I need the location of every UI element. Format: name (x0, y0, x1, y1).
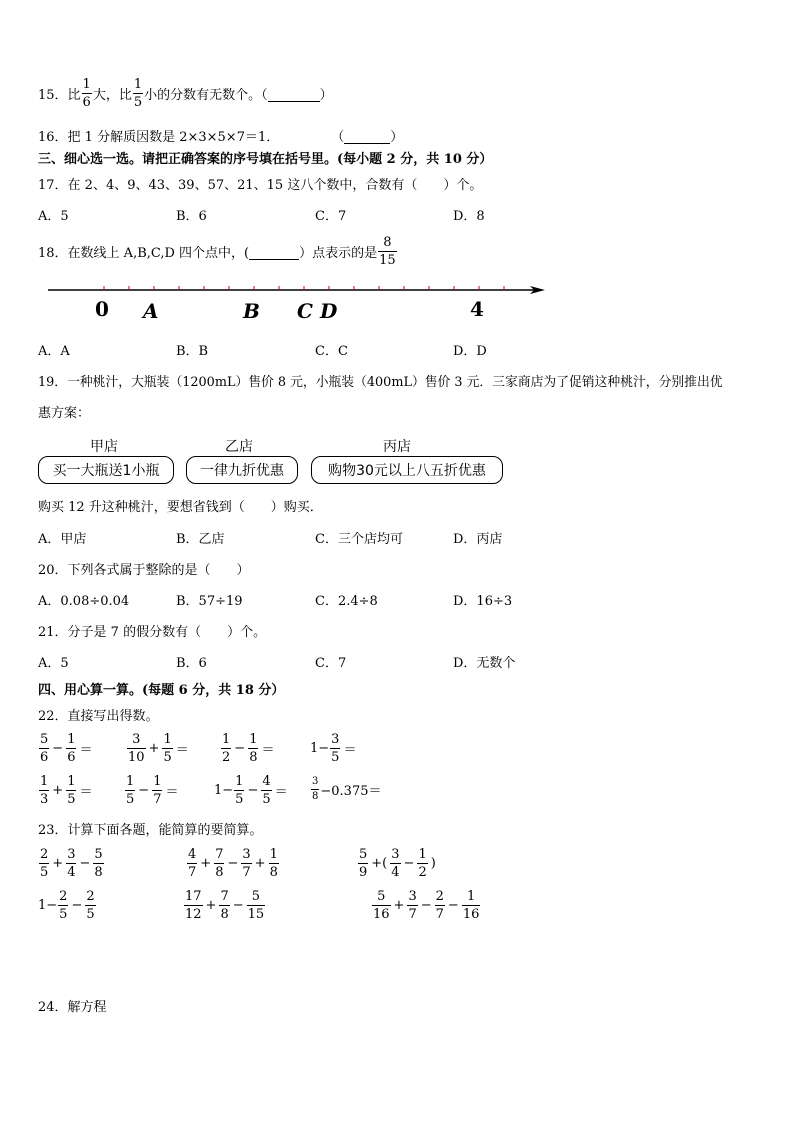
operator: + (52, 783, 64, 798)
question-17: 17．在 2、4、9、43、39、57、21、15 这八个数中，合数有（ ）个。 (38, 178, 483, 193)
q22-expr-5 (38, 775, 94, 806)
denominator: 5 (126, 792, 135, 807)
numerator: 4 (188, 847, 197, 862)
denominator: 8 (249, 750, 258, 765)
fraction (39, 848, 49, 879)
denominator: 5 (262, 792, 271, 807)
operator: ＝ (274, 785, 288, 800)
operator: ＝ (261, 743, 275, 758)
operator: − (232, 898, 244, 913)
denominator: 4 (391, 865, 400, 880)
q18-option-b[interactable]: B．B (176, 344, 209, 359)
operator: − (52, 741, 64, 756)
denominator: 7 (408, 907, 417, 922)
operator: ＝ (79, 785, 93, 800)
fraction (234, 775, 244, 806)
fraction (417, 848, 427, 879)
fraction (125, 775, 135, 806)
denominator: 16 (373, 907, 390, 922)
number-line-label-4: 4 (470, 297, 484, 321)
q20-option-c[interactable]: C．2.4÷8 (315, 594, 378, 609)
numerator: 2 (40, 847, 49, 862)
denominator: 8 (94, 865, 103, 880)
numerator: 2 (86, 889, 95, 904)
denominator: 7 (188, 865, 197, 880)
number-line-label-d: D (320, 299, 338, 323)
numerator: 5 (359, 847, 368, 862)
answer-blank[interactable] (268, 86, 320, 102)
operator: − (247, 783, 259, 798)
denominator: 8 (269, 865, 278, 880)
operator: +( (371, 856, 388, 871)
q22-expr-2 (126, 733, 191, 764)
operator: ) (430, 856, 436, 871)
numerator: 5 (40, 732, 49, 747)
q23-expr-2 (186, 848, 280, 879)
operator: ＝ (79, 743, 93, 758)
q23-expr-3 (357, 848, 438, 879)
fraction (358, 848, 368, 879)
q15-close: ） (319, 88, 333, 103)
q17-option-d[interactable]: D．8 (453, 209, 485, 224)
question-20: 20．下列各式属于整除的是（ ） (38, 563, 250, 578)
operator: − (447, 898, 459, 913)
question-19-line2: 惠方案： (38, 406, 91, 421)
numerator: 7 (220, 889, 229, 904)
fraction (407, 890, 417, 921)
q19-option-a[interactable]: A．甲店 (38, 532, 87, 547)
q17-option-a[interactable]: A．5 (38, 209, 69, 224)
denominator: 16 (462, 907, 480, 922)
q22-expr-8 (310, 777, 381, 802)
question-19-line1: 19．一种桃汁，大瓶装（1200mL）售价 8 元，小瓶装（400mL）售价 3 元．三家商店为了促销这种桃汁，分别推出优 (38, 375, 723, 390)
store-name-bing: 丙店 (383, 439, 411, 455)
q22-expr-1 (38, 733, 94, 764)
numerator: 3 (242, 847, 251, 862)
numerator: 2 (435, 889, 444, 904)
denominator: 5 (59, 907, 68, 922)
q17-option-b[interactable]: B．6 (176, 209, 207, 224)
denominator: 5 (331, 750, 340, 765)
q18-mid: ）点表示的是 (299, 246, 378, 261)
q23-expr-1 (38, 848, 105, 879)
denominator: 15 (247, 907, 265, 922)
numerator: 3 (67, 847, 76, 862)
operator: − (79, 856, 91, 871)
q16-text: 16．把 1 分解质因数是 2×3×5×7＝1． (38, 130, 280, 145)
q16-close: ） (390, 130, 404, 145)
denominator: 5 (235, 792, 244, 807)
question-21: 21．分子是 7 的假分数有（ ）个。 (38, 625, 267, 640)
q22-expr-3 (220, 733, 276, 764)
q22-expr-4 (310, 733, 358, 764)
numerator: 1 (126, 774, 135, 789)
numerator: 1 (163, 732, 172, 747)
denominator: 8 (220, 907, 229, 922)
fraction (66, 848, 76, 879)
q20-option-a[interactable]: A．0.08÷0.04 (38, 594, 130, 609)
operator: + (148, 741, 160, 756)
q23-expr-6 (371, 890, 481, 921)
operator: − (227, 856, 239, 871)
denominator: 2 (418, 865, 427, 880)
fraction (435, 890, 445, 921)
fraction-1-5: $\frac{1}{5}$ (133, 77, 143, 110)
fraction (39, 775, 49, 806)
section-4-heading: 四、用心算一算。(每题 6 分，共 18 分） (38, 683, 285, 698)
fraction (66, 733, 76, 764)
q18-option-a[interactable]: A．A (38, 344, 70, 359)
q21-option-d[interactable]: D．无数个 (453, 656, 516, 671)
numerator: 5 (251, 889, 261, 904)
answer-blank[interactable] (344, 128, 390, 144)
q15-tail: 小的分数有无数个。（ (144, 88, 268, 103)
operator: ＝ (175, 743, 189, 758)
denominator: 4 (67, 865, 76, 880)
q16-open: （ (331, 130, 345, 145)
numerator: 5 (94, 847, 103, 862)
operator: − (71, 898, 83, 913)
denominator: 7 (242, 865, 251, 880)
math-text: −0.375＝ (320, 784, 382, 799)
q20-option-d[interactable]: D．16÷3 (453, 594, 513, 609)
operator: − (138, 783, 150, 798)
numerator: 1 (67, 774, 76, 789)
fraction (390, 848, 400, 879)
numerator: 1 (418, 847, 427, 862)
fraction (261, 775, 271, 806)
numerator: 1 (235, 774, 244, 789)
fraction (39, 733, 49, 764)
q17-option-c[interactable]: C．7 (315, 209, 347, 224)
number-line-label-c: C (297, 299, 313, 323)
numerator: 3 (331, 732, 340, 747)
q18-option-c[interactable]: C．C (315, 344, 348, 359)
denominator: 7 (153, 792, 162, 807)
fraction (66, 775, 76, 806)
numerator: 1 (40, 774, 49, 789)
fraction (93, 848, 103, 879)
math-text: 1− (214, 783, 234, 798)
fraction (269, 848, 279, 879)
fraction (85, 890, 95, 921)
fraction (372, 890, 391, 921)
operator: + (254, 856, 266, 871)
fraction-8-15: $\frac{8}{15}$ (379, 235, 396, 268)
number-line-label-0: 0 (95, 297, 109, 321)
q22-expr-6 (124, 775, 180, 806)
section-3-heading: 三、细心选一选。请把正确答案的序号填在括号里。(每小题 2 分，共 10 分） (38, 152, 493, 167)
q20-option-b[interactable]: B．57÷19 (176, 594, 243, 609)
fraction (152, 775, 162, 806)
denominator: 2 (222, 750, 231, 765)
math-text: 1− (310, 741, 330, 756)
q21-option-c[interactable]: C．7 (315, 656, 347, 671)
fraction (462, 890, 481, 921)
numerator: 2 (59, 889, 68, 904)
denominator: 5 (163, 750, 172, 765)
numerator: 3 (312, 776, 319, 787)
denominator: 5 (86, 907, 95, 922)
numerator: 4 (262, 774, 271, 789)
question-24: 24．解方程 (38, 1000, 107, 1015)
operator: + (205, 898, 217, 913)
operator: − (420, 898, 432, 913)
q18-option-d[interactable]: D．D (453, 344, 487, 359)
numerator: 7 (215, 847, 224, 862)
question-15 (38, 78, 333, 109)
operator: ＝ (165, 785, 179, 800)
q15-number: 15．比 (38, 88, 81, 103)
question-18 (38, 236, 398, 267)
q15-mid: 大，比 (92, 88, 132, 103)
fraction (311, 777, 319, 802)
operator: ＝ (343, 743, 357, 758)
fraction (127, 733, 146, 764)
q23-expr-4 (38, 890, 97, 921)
store-offer-bing: 购物30元以上八五折优惠 (311, 456, 503, 484)
store-offer-yi: 一律九折优惠 (186, 456, 298, 484)
q19-ask: 购买 12 升这种桃汁，要想省钱到（ ）购买． (38, 500, 323, 515)
fraction (219, 890, 229, 921)
denominator: 10 (128, 750, 145, 765)
q19-option-c[interactable]: C．三个店均可 (315, 532, 403, 547)
q22-expr-7 (214, 775, 290, 806)
operator: + (52, 856, 64, 871)
store-offer-jia: 买一大瓶送1小瓶 (38, 456, 174, 484)
question-23: 23．计算下面各题，能简算的要简算。 (38, 823, 263, 838)
question-16 (38, 126, 403, 145)
denominator: 9 (359, 865, 368, 880)
operator: − (234, 741, 246, 756)
numerator: 3 (132, 732, 141, 747)
denominator: 5 (40, 865, 49, 880)
store-name-jia: 甲店 (90, 439, 118, 455)
numerator: 17 (185, 889, 202, 904)
fraction (248, 733, 258, 764)
denominator: 7 (435, 907, 444, 922)
math-text: 1− (38, 898, 58, 913)
denominator: 5 (67, 792, 76, 807)
denominator: 8 (215, 865, 224, 880)
fraction (184, 890, 203, 921)
number-line-label-a: A (143, 299, 159, 323)
numerator: 1 (153, 774, 162, 789)
fraction (221, 733, 231, 764)
fraction (330, 733, 340, 764)
numerator: 1 (249, 732, 258, 747)
denominator: 6 (40, 750, 49, 765)
q19-option-b[interactable]: B．乙店 (176, 532, 225, 547)
fraction (241, 848, 251, 879)
denominator: 3 (40, 792, 49, 807)
numerator: 3 (408, 889, 417, 904)
fraction (187, 848, 197, 879)
denominator: 6 (67, 750, 76, 765)
fraction (214, 848, 224, 879)
operator: − (403, 856, 415, 871)
number-line-label-b: B (243, 299, 260, 323)
denominator: 12 (185, 907, 202, 922)
store-name-yi: 乙店 (225, 439, 253, 455)
operator: + (393, 898, 405, 913)
q18-pre: 18．在数线上 A,B,C,D 四个点中，( (38, 246, 250, 261)
numerator: 5 (377, 889, 386, 904)
q19-option-d[interactable]: D．丙店 (453, 532, 503, 547)
fraction-1-6: $\frac{1}{6}$ (82, 77, 91, 110)
operator: + (200, 856, 212, 871)
numerator: 1 (466, 889, 476, 904)
q21-option-b[interactable]: B．6 (176, 656, 207, 671)
q21-option-a[interactable]: A．5 (38, 656, 69, 671)
numerator: 3 (391, 847, 400, 862)
fraction (247, 890, 266, 921)
numerator: 1 (222, 732, 231, 747)
numerator: 1 (269, 847, 278, 862)
fraction (162, 733, 172, 764)
q23-expr-5 (183, 890, 266, 921)
fraction (58, 890, 68, 921)
answer-blank[interactable] (249, 244, 299, 260)
numerator: 1 (67, 732, 76, 747)
question-22: 22．直接写出得数。 (38, 709, 159, 724)
denominator: 8 (312, 791, 319, 802)
